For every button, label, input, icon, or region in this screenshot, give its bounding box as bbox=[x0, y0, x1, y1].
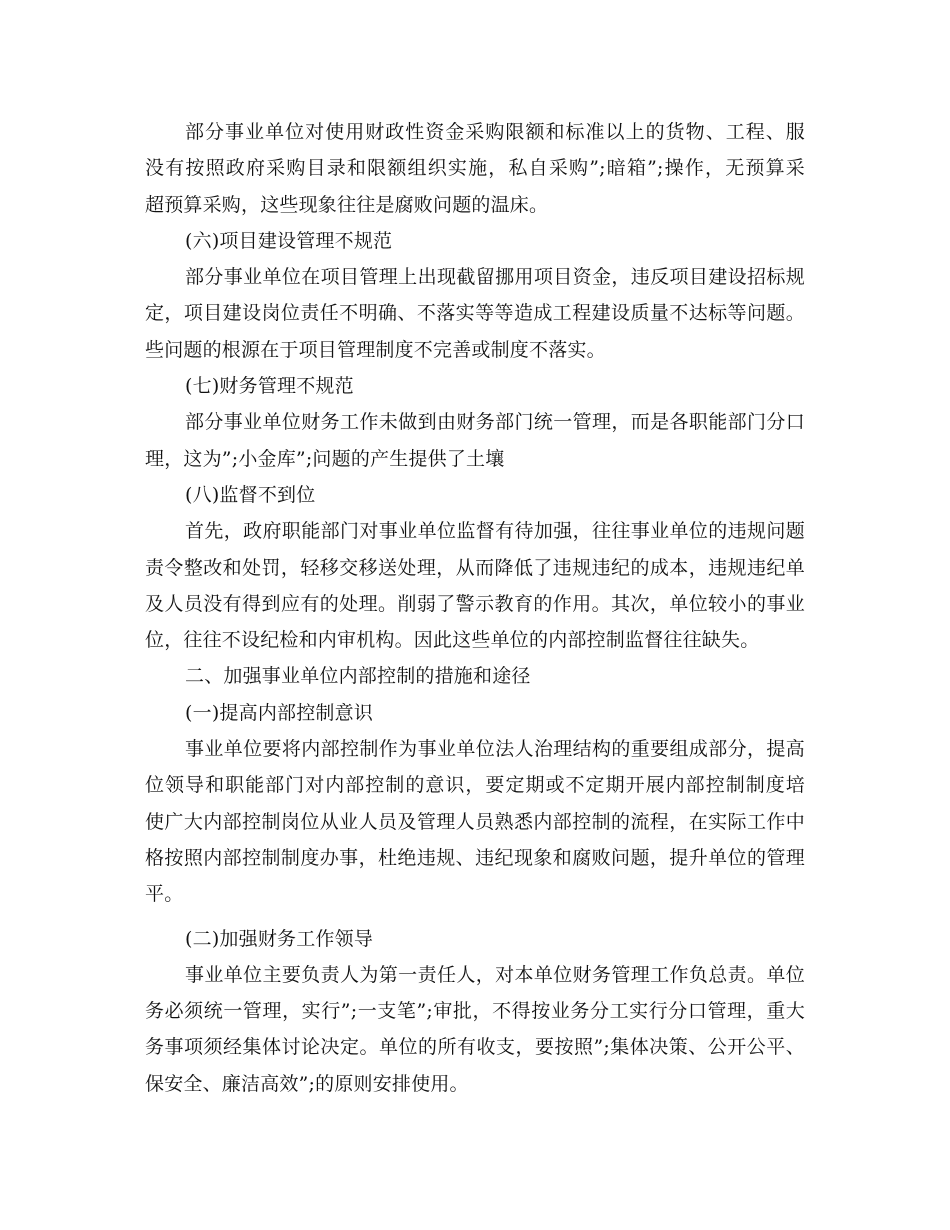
text-line: 及人员没有得到应有的处理。削弱了警示教育的作用。其次，单位较小的事业 bbox=[145, 592, 805, 615]
text-line: 保安全、廉洁高效”;的原则安排使用。 bbox=[145, 1072, 469, 1095]
section-heading-eight: (八)监督不到位 bbox=[185, 483, 316, 506]
paragraph-supervision bbox=[145, 513, 805, 658]
text-line: 务必须统一管理，实行”;一支笔”;审批，不得按业务分工实行分口管理，重大 bbox=[145, 1000, 805, 1023]
text-line: 责令整改和处罚，轻移交移送处理，从而降低了违规违纪的成本，违规违纪单 bbox=[145, 556, 805, 579]
paragraph-finance-leadership bbox=[145, 957, 805, 1102]
text-line: 使广大内部控制岗位从业人员及管理人员熟悉内部控制的流程，在实际工作中 bbox=[145, 810, 805, 833]
text-line: 超预算采购，这些现象往往是腐败问题的温床。 bbox=[145, 193, 549, 216]
text-line: 位领导和职能部门对内部控制的意识，要定期或不定期开展内部控制制度培 bbox=[145, 774, 805, 797]
text-line: 格按照内部控制制度办事，杜绝违规、违纪现象和腐败问题，提升单位的管理 bbox=[145, 846, 805, 869]
text-line: 位，往往不设纪检和内审机构。因此这些单位的内部控制监督往往缺失。 bbox=[145, 629, 760, 652]
section-heading-seven: (七)财务管理不规范 bbox=[185, 375, 354, 398]
text-line: 部分事业单位财务工作未做到由财务部门统一管理，而是各职能部门分口 bbox=[185, 411, 805, 434]
text-line: 事业单位主要负责人为第一责任人，对本单位财务管理工作负总责。单位 bbox=[185, 963, 805, 986]
paragraph-control-awareness bbox=[145, 731, 805, 912]
text-line: 事业单位要将内部控制作为事业单位法人治理结构的重要组成部分，提高 bbox=[185, 738, 805, 761]
text-line: 没有按照政府采购目录和限额组织实施，私自采购”;暗箱”;操作，无预算采 bbox=[145, 157, 805, 180]
document-page bbox=[145, 114, 805, 1102]
paragraph-finance-management bbox=[145, 404, 805, 477]
section-heading-six: (六)项目建设管理不规范 bbox=[185, 229, 393, 252]
text-line: 部分事业单位对使用财政性资金采购限额和标准以上的货物、工程、服 bbox=[185, 121, 805, 143]
section-heading-one: (一)提高内部控制意识 bbox=[185, 701, 374, 724]
text-line: 首先，政府职能部门对事业单位监督有待加强，往往事业单位的违规问题 bbox=[185, 520, 805, 543]
text-line: 定，项目建设岗位责任不明确、不落实等等造成工程建设质量不达标等问题。 bbox=[145, 302, 805, 325]
text-line: 务事项须经集体讨论决定。单位的所有收支，要按照”;集体决策、公开公平、 bbox=[145, 1036, 805, 1059]
chapter-heading-two: 二、加强事业单位内部控制的措施和途径 bbox=[185, 665, 531, 688]
paragraph-project-management bbox=[145, 259, 805, 368]
text-line: 些问题的根源在于项目管理制度不完善或制度不落实。 bbox=[145, 338, 606, 361]
section-heading-two: (二)加强财务工作领导 bbox=[185, 927, 374, 950]
text-line: 部分事业单位在项目管理上出现截留挪用项目资金，违反项目建设招标规 bbox=[185, 266, 805, 289]
text-line: 理，这为”;小金库”;问题的产生提供了土壤 bbox=[145, 447, 505, 470]
paragraph-procurement bbox=[145, 114, 805, 223]
text-line: 平。 bbox=[145, 883, 184, 906]
